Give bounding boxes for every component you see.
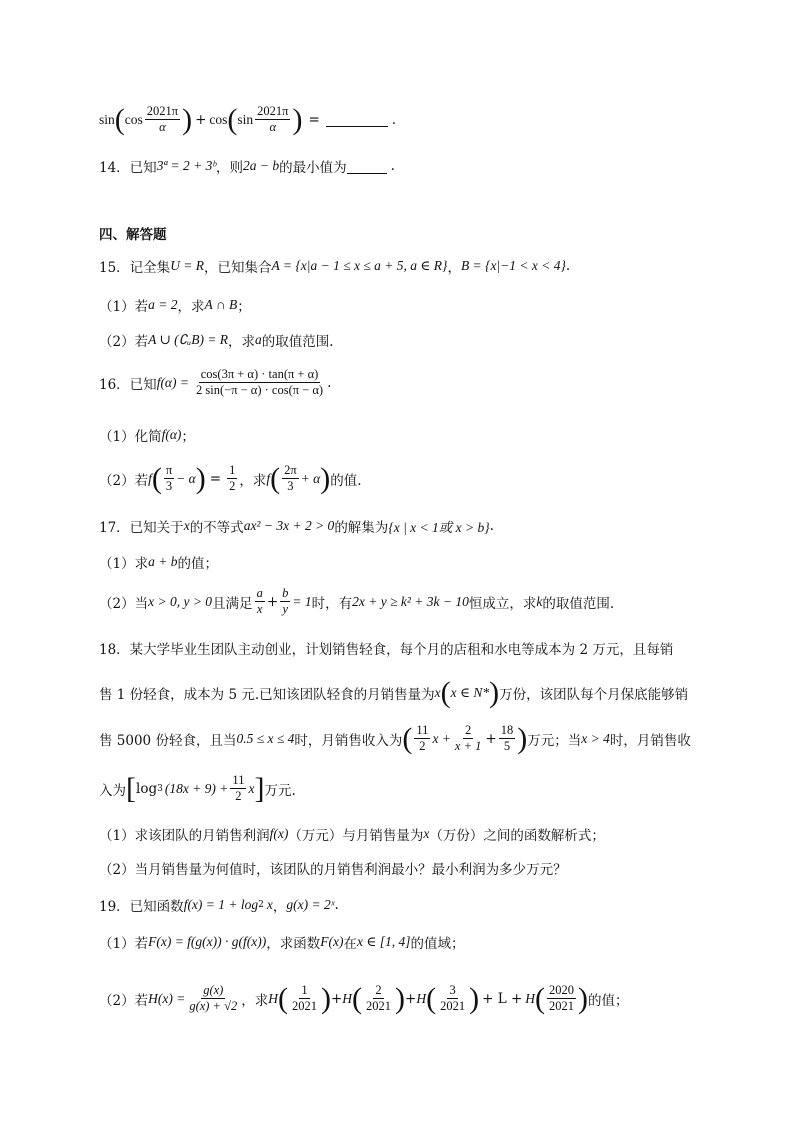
q19-part-1: （1）若 F(x) = f(g(x)) · g(f(x)) ，求函数 F(x) 在 x ∈ [1, 4] 的值域； — [99, 934, 465, 952]
q14-line: 14．已知 3ª = 2 + 3ᵇ ，则 2a − b 的最小值为 . — [99, 158, 395, 176]
q18-line-2: 售 1 份轻食，成本为 5 元.已知该团队轻食的月销售量为 x ( x ∈ N* ) 万份，该团队每个月保底能够销 — [99, 676, 689, 709]
q15-part-1: （1）若 a = 2 ，求 A ∩ B ； — [99, 297, 251, 315]
q16-part-1: （1）化简 f(α) ； — [99, 427, 195, 445]
q16-part-2: （2）若 f ( $\frac{\pi}{3}$ − α ) = $\frac{1}{2}$ ，求 f ( $\frac{2\pi}{3}$ + α ) 的值. — [99, 461, 362, 495]
q19-part-2: （2）若 H(x) = $\frac{g(x)}{g(x) + √2}$ ，求 H ( $\frac{1}{2021}$ ) + H ( $\frac{2}{2021}$ ) + H ( $\frac{3}{2021}$ ) + L + H ( $\frac{2020}{2021}$ ) 的值； — [99, 981, 629, 1015]
q14-answer-blank[interactable] — [347, 159, 387, 174]
q16-stem: 16．已知 f(α) = $\frac{\cos(3\pi + \alpha) \cdot \tan(\pi + \alpha)}{2 \sin(-\pi - \alpha) \cdot \cos(\pi - \alpha)}$ . — [99, 367, 332, 397]
q13-frac-2: $\frac{2021\pi}{\alpha}$ — [257, 104, 289, 134]
q13-answer-blank[interactable] — [326, 112, 388, 127]
q18-part-1: （1）求该团队的月销售利润 f(x) （万元）与月销售量为 x （万份）之间的函数解析式； — [99, 826, 605, 844]
q18-part-2: （2）当月销售量为何值时，该团队的月销售利润最小？最小利润为多少万元？ — [99, 862, 567, 878]
q17-part-2: （2）当 x > 0, y > 0 且满足 $\frac{a}{x}$ + $\frac{b}{y}$ = 1 时，有 2x + y ≥ k² + 3k − 10 恒成立，求 k 的取值范围. — [99, 586, 615, 616]
section-heading-answer-questions: 四、解答题 — [99, 227, 167, 243]
q15-part-2: （2）若 A ∪ (∁ᵤB) = R ，求 a 的取值范围. — [99, 332, 334, 350]
q19-stem: 19．已知函数 f(x) = 1 + log 2 x ， g(x) = 2ˣ . — [99, 897, 339, 915]
q15-stem: 15．记全集 U = R ，已知集合 A = {x|a − 1 ≤ x ≤ a + 5, a ∈ R} ， B = {x|−1 < x < 4} . — [99, 258, 571, 276]
q17-part-1: （1）求 a + b 的值； — [99, 554, 218, 572]
q18-line-4: 入为 [ log 3 (18x + 9) + $\frac{11}{2}$ x ] 万元. — [99, 771, 296, 805]
q18-line-1: 18．某大学毕业生团队主动创业，计划销售轻食，每个月的店租和水电等成本为 2 万元，且每销 — [99, 642, 674, 658]
q13-expression: sin ( cos $\frac{2021\pi}{\alpha}$ ) + cos ( sin $\frac{2021\pi}{\alpha}$ ) = . — [99, 102, 397, 136]
q16-fraction: $\frac{\cos(3\pi + \alpha) \cdot \tan(\pi + \alpha)}{2 \sin(-\pi - \alpha) \cdot \cos(\pi - \alpha)}$ — [196, 367, 324, 397]
q13-frac-1: $\frac{2021\pi}{\alpha}$ — [146, 104, 179, 134]
q18-line-3: 售 5000 份轻食，且当 0.5 ≤ x ≤ 4 时，月销售收入为 ( $\frac{11}{2}$ x + $\frac{2}{x + 1}$ + $\frac{18}{5}$ ) 万元；当 x > 4 时，月销售收 — [99, 721, 691, 755]
q13-sin: sin — [99, 111, 115, 127]
q17-stem: 17．已知关于 x 的不等式 ax² − 3x + 2 > 0 的解集为 {x | x < 1或 x > b} . — [99, 518, 494, 536]
